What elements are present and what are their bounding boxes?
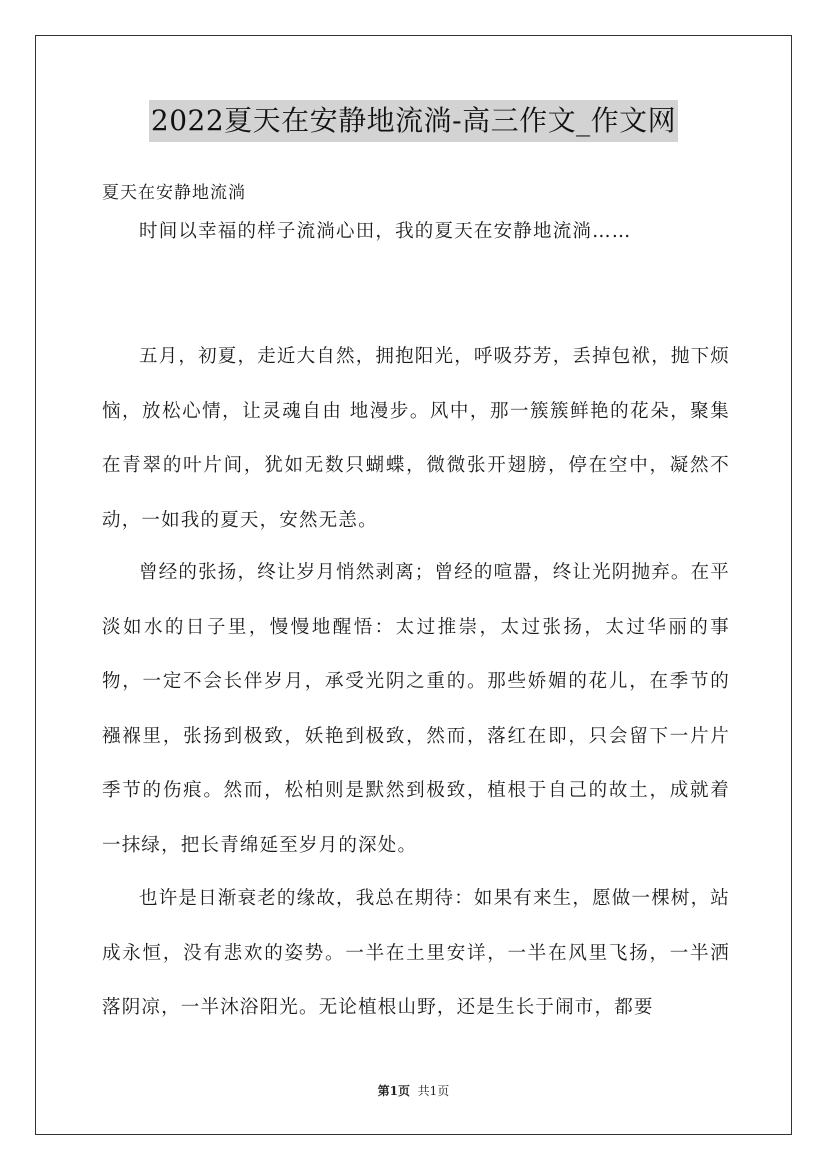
intro-paragraph: 时间以幸福的样子流淌心田，我的夏天在安静地流淌……	[139, 221, 632, 242]
article-subtitle: 夏天在安静地流淌	[102, 183, 246, 203]
article-body-section-3	[102, 872, 730, 1036]
page-footer	[0, 1082, 827, 1100]
page-number: 第1页	[377, 1084, 411, 1098]
body-paragraph-3: 也许是日渐衰老的缘故，我总在期待：如果有来生，愿做一棵树，站成永恒，没有悲欢的姿势。一半在土里安详，一半在风里飞扬，一半洒落阴凉，一半沐浴阳光。无论植根山野，还是生长于闹市，都要	[102, 888, 731, 1018]
article-body-section-2	[102, 546, 730, 873]
document-title: 2022夏天在安静地流淌-高三作文_作文网	[149, 100, 678, 142]
article-body-section-1	[102, 330, 730, 548]
body-paragraph-1: 五月，初夏，走近大自然，拥抱阳光，呼吸芬芳，丢掉包袱，抛下烦恼，放松心情，让灵魂自由 地漫步。风中，那一簇簇鲜艳的花朵，聚集在青翠的叶片间，犹如无数只蝴蝶，微微张开翅膀，停在空中，凝然不动，一如我的夏天，安然无恙。	[102, 346, 731, 531]
title-container	[0, 100, 827, 142]
body-paragraph-2: 曾经的张扬，终让岁月悄然剥离；曾经的喧嚣，终让光阴抛弃。在平淡如水的日子里，慢慢地醒悟：太过推崇，太过张扬，太过华丽的事物，一定不会长伴岁月，承受光阴之重的。那些娇媚的花儿，在季节的襁褓里，张扬到极致，妖艳到极致，然而，落红在即，只会留下一片片季节的伤痕。然而，松柏则是默然到极致，植根于自己的故土，成就着一抹绿，把长青绵延至岁月的深处。	[102, 562, 731, 856]
page-total: 共1页	[417, 1084, 450, 1098]
article-intro	[102, 205, 730, 260]
